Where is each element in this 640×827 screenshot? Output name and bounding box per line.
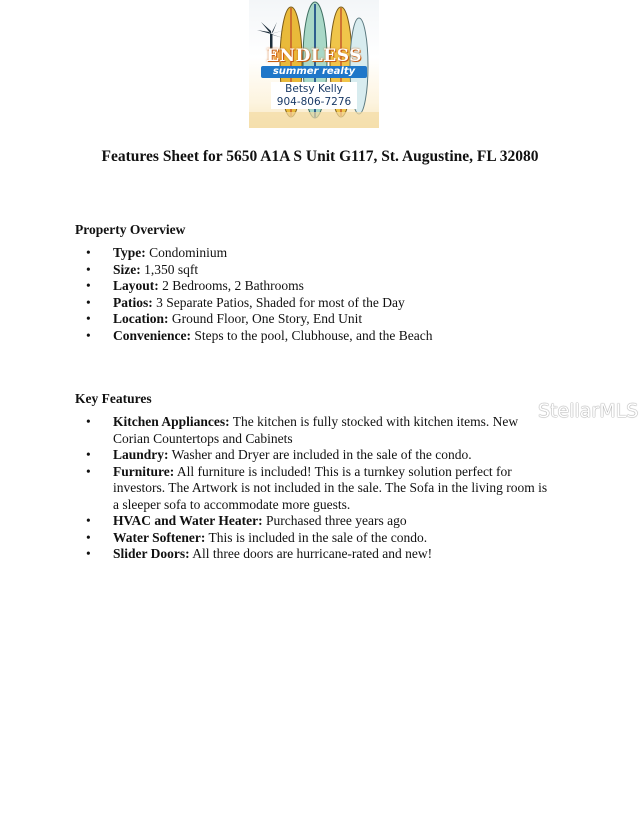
- item-label: Size:: [113, 261, 141, 277]
- logo-brand-text: ENDLESS: [266, 46, 362, 66]
- item-label: Location:: [113, 311, 169, 326]
- item-label: Layout:: [113, 278, 159, 293]
- list-item: [86, 414, 556, 447]
- item-text: Ground Floor, One Story, End Unit: [168, 311, 363, 326]
- list-item: [86, 295, 556, 312]
- realty-logo: [249, 0, 379, 128]
- item-label: Type:: [113, 245, 146, 260]
- list-item: [86, 530, 556, 547]
- list-item: [86, 262, 556, 279]
- item-label: Slider Doors:: [113, 546, 190, 561]
- item-text: Washer and Dryer are included in the sale of the condo.: [168, 447, 472, 462]
- agent-phone: 904-806-7276: [271, 96, 357, 109]
- list-item: [86, 245, 556, 262]
- item-text: Purchased three years ago: [262, 513, 407, 528]
- item-label: Kitchen Appliances:: [113, 414, 230, 429]
- item-label: HVAC and Water Heater:: [113, 513, 263, 528]
- item-label: Laundry:: [113, 447, 169, 462]
- features-heading: Key Features: [75, 391, 152, 406]
- item-text: All three doors are hurricane-rated and new!: [189, 546, 433, 561]
- list-item: [86, 513, 556, 530]
- item-text: 3 Separate Patios, Shaded for most of the Day: [152, 294, 405, 310]
- item-label: Furniture:: [113, 463, 175, 479]
- list-item: [86, 546, 556, 563]
- item-text: Steps to the pool, Clubhouse, and the Beach: [191, 327, 433, 343]
- mls-watermark: StellarMLS: [538, 400, 639, 422]
- list-item: [86, 464, 556, 514]
- list-item: [86, 447, 556, 464]
- item-text: 1,350 sqft: [140, 261, 199, 277]
- list-item: [86, 328, 556, 345]
- item-label: Patios:: [113, 294, 153, 310]
- item-label: Water Softener:: [113, 529, 206, 545]
- features-list: [86, 414, 556, 563]
- item-text: All furniture is included! This is a turnkey solution perfect for investors. The Artwork is not included in the sale. The Sofa in the living room is a sleeper sofa to accommodate more guests.: [113, 463, 548, 512]
- item-text: This is included in the sale of the condo.: [205, 529, 428, 545]
- item-text: The kitchen is fully stocked with kitchen items. New Corian Countertops and Cabinets: [113, 414, 519, 446]
- logo-subtitle: summer realty: [261, 66, 367, 78]
- page-title: Features Sheet for 5650 A1A S Unit G117, St. Augustine, FL 32080: [101, 148, 539, 165]
- overview-heading: Property Overview: [75, 222, 186, 237]
- list-item: [86, 278, 556, 295]
- item-text: Condominium: [145, 245, 228, 260]
- list-item: [86, 311, 556, 328]
- agent-name: Betsy Kelly: [271, 82, 357, 96]
- overview-list: [86, 245, 556, 344]
- item-label: Convenience:: [113, 327, 191, 343]
- item-text: 2 Bedrooms, 2 Bathrooms: [158, 278, 304, 293]
